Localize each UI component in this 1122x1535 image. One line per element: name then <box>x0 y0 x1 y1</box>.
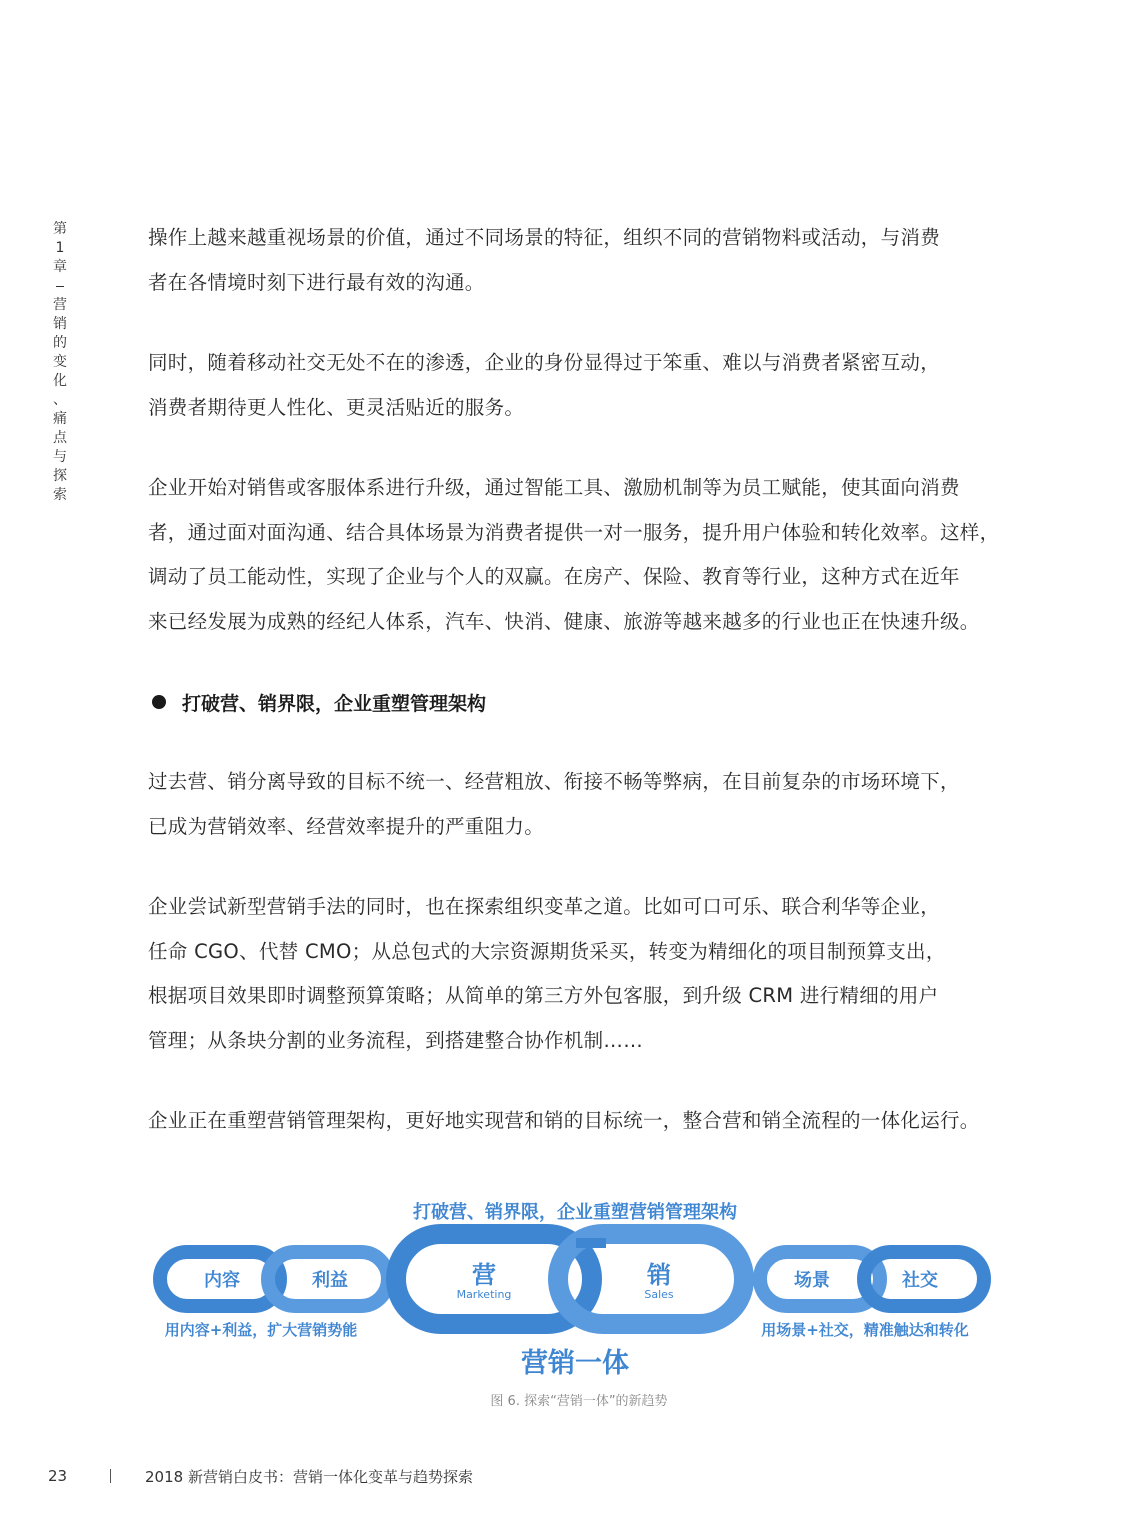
side-tab-char: 1 <box>55 240 65 256</box>
paragraph-line: 来已经发展为成熟的经纪人体系，汽车、快消、健康、旅游等越来越多的行业也正在快速升级。 <box>148 609 980 633</box>
link-label-xiao: 销 <box>647 1261 671 1289</box>
paragraph-line: 企业正在重塑营销管理架构，更好地实现营和销的目标统一，整合营和销全流程的一体化运行。 <box>148 1109 980 1132</box>
chapter-side-tab <box>48 220 72 505</box>
paragraph-line: 管理；从条块分割的业务流程，到搭建整合协作机制…… <box>148 1028 644 1052</box>
side-tab-char: 索 <box>53 487 67 503</box>
left-caption: 用内容+利益，扩大营销势能 <box>164 1321 358 1339</box>
figure-top-label: 打破营、销界限，企业重塑营销管理架构 <box>413 1202 737 1223</box>
section-subheading-text: 打破营、销界限，企业重塑管理架构 <box>182 692 487 715</box>
chain-diagram <box>148 1190 1010 1390</box>
side-tab-char: 的 <box>53 335 67 351</box>
link-label-scene: 场景 <box>794 1270 830 1291</box>
paragraph-line: 者在各情境时刻下进行最有效的沟通。 <box>148 270 485 294</box>
paragraph-line: 企业开始对销售或客服体系进行升级，通过智能工具、激励机制等为员工赋能，使其面向消费 <box>148 476 960 499</box>
book-title: 2018 新营销白皮书：营销一体化变革与趋势探索 <box>145 1467 473 1486</box>
side-tab-char: 探 <box>53 468 67 484</box>
figure-bottom-label: 营销一体 <box>521 1348 629 1379</box>
paragraph <box>148 341 1010 430</box>
paragraph-group-bottom <box>148 760 1010 1144</box>
page-number: 23 <box>48 1467 68 1485</box>
marketing-chain-figure <box>148 1190 1010 1420</box>
paragraph-line: 同时，随着移动社交无处不在的渗透，企业的身份显得过于笨重、难以与消费者紧密互动， <box>148 351 941 374</box>
side-tab-char: 变 <box>53 354 67 370</box>
side-tab-char: 销 <box>53 316 67 332</box>
paragraph-line: 过去营、销分离导致的目标不统一、经营粗放、衔接不畅等弊病，在目前复杂的市场环境下， <box>148 770 960 793</box>
link-sub-sales: Sales <box>644 1288 674 1301</box>
paragraph <box>148 466 1010 644</box>
paragraph-line: 企业尝试新型营销手法的同时，也在探索组织变革之道。比如可口可乐、联合利华等企业， <box>148 895 941 918</box>
paragraph-line: 根据项目效果即时调整预算策略；从简单的第三方外包客服，到升级 CRM 进行精细的用户 <box>148 984 939 1007</box>
side-tab-char: 与 <box>53 449 67 465</box>
link-label-social: 社交 <box>902 1270 938 1291</box>
right-caption: 用场景+社交，精准触达和转化 <box>761 1321 969 1339</box>
paragraph-line: 调动了员工能动性，实现了企业与个人的双赢。在房产、保险、教育等行业，这种方式在近年 <box>148 565 960 588</box>
figure-caption: 图 6. 探索“营销一体”的新趋势 <box>490 1394 668 1409</box>
side-tab-char: 营 <box>53 297 67 313</box>
link-sub-marketing: Marketing <box>456 1288 512 1301</box>
paragraph-line: 操作上越来越重视场景的价值，通过不同场景的特征，组织不同的营销物料或活动，与消费 <box>148 226 941 249</box>
paragraph-line: 者，通过面对面沟通、结合具体场景为消费者提供一对一服务，提升用户体验和转化效率。这样， <box>148 520 1000 544</box>
side-tab-char: 章 <box>53 259 67 275</box>
side-tab-char: 痛 <box>53 411 67 427</box>
paragraph <box>148 1099 1010 1144</box>
side-tab-char: 、 <box>53 392 67 408</box>
side-tab-char: 化 <box>53 373 67 389</box>
paragraph-line: 任命 CGO、代替 CMO；从总包式的大宗资源期货采买，转变为精细化的项目制预算支出， <box>148 939 946 963</box>
side-tab-char: 第 <box>53 221 67 237</box>
side-tab-char: 点 <box>53 430 67 446</box>
side-tab-divider <box>56 286 64 287</box>
paragraph <box>148 216 1010 305</box>
section-subheading <box>148 680 1010 724</box>
paragraph-line: 消费者期待更人性化、更灵活贴近的服务。 <box>148 395 525 419</box>
paragraph <box>148 760 1010 849</box>
link-label-content: 内容 <box>204 1270 240 1291</box>
page-footer <box>48 1464 473 1488</box>
bullet-icon <box>152 695 166 709</box>
paragraph <box>148 885 1010 1063</box>
paragraph-group-top <box>148 216 1010 680</box>
link-label-benefit: 利益 <box>312 1270 348 1291</box>
paragraph-line: 已成为营销效率、经营效率提升的严重阻力。 <box>148 814 545 838</box>
footer-divider <box>110 1469 111 1483</box>
link-label-ying: 营 <box>472 1261 496 1289</box>
main-content <box>148 216 1010 1144</box>
